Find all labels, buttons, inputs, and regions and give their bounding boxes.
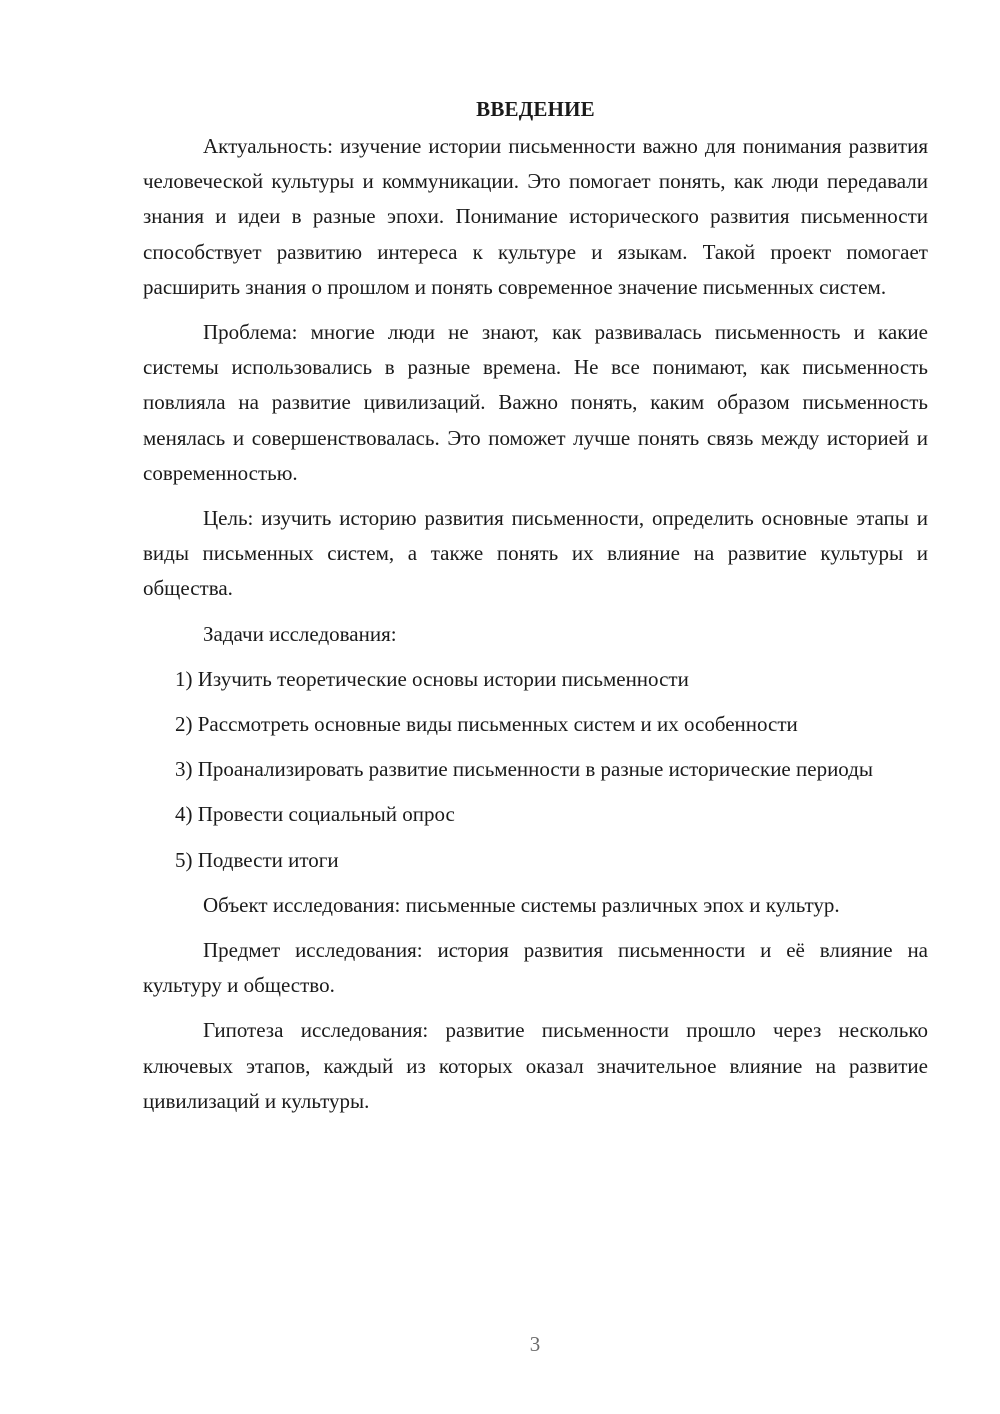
paragraph-relevance: Актуальность: изучение истории письменности важно для понимания развития человеческой культуры и коммуникации. Это помогает понять, как люди передавали знания и идеи в разные эпохи. Понимание исторического развития письменности способствует развитию интереса к культуре и языкам. Такой проект помогает расширить знания о прошлом и понять современное значение письменных систем. [143,134,928,299]
list-item: 3) Проанализировать развитие письменности в разные исторические периоды [175,757,873,782]
document-page [143,92,928,1119]
list-item: 4) Провести социальный опрос [175,802,455,827]
tasks-list [143,662,928,878]
paragraph-goal: Цель: изучить историю развития письменности, определить основные этапы и виды письменных систем, а также понять их влияние на развитие культуры и общества. [143,506,928,601]
paragraph-tasks-heading: Задачи исследования: [203,621,397,646]
section-title: ВВЕДЕНИЕ [476,97,595,121]
paragraph-problem: Проблема: многие люди не знают, как развивалась письменность и какие системы использовались в разные времена. Не все понимают, как письменность повлияла на развитие цивилизаций. Важно понять, каким образом письменность менялась и совершенствовалась. Это поможет лучше понять связь между историей и современностью. [143,320,928,485]
list-item: 5) Подвести итоги [175,847,339,872]
paragraph-hypothesis: Гипотеза исследования: развитие письменности прошло через несколько ключевых этапов, каждый из которых оказал значительное влияние на развитие цивилизаций и культуры. [143,1018,928,1113]
list-item: 2) Рассмотреть основные виды письменных систем и их особенности [175,712,798,737]
paragraph-subject: Предмет исследования: история развития письменности и её влияние на культуру и общество. [143,938,928,998]
page-number: 3 [529,1332,541,1356]
paragraph-object: Объект исследования: письменные системы различных эпох и культур. [203,892,840,917]
list-item: 1) Изучить теоретические основы истории письменности [175,666,689,691]
